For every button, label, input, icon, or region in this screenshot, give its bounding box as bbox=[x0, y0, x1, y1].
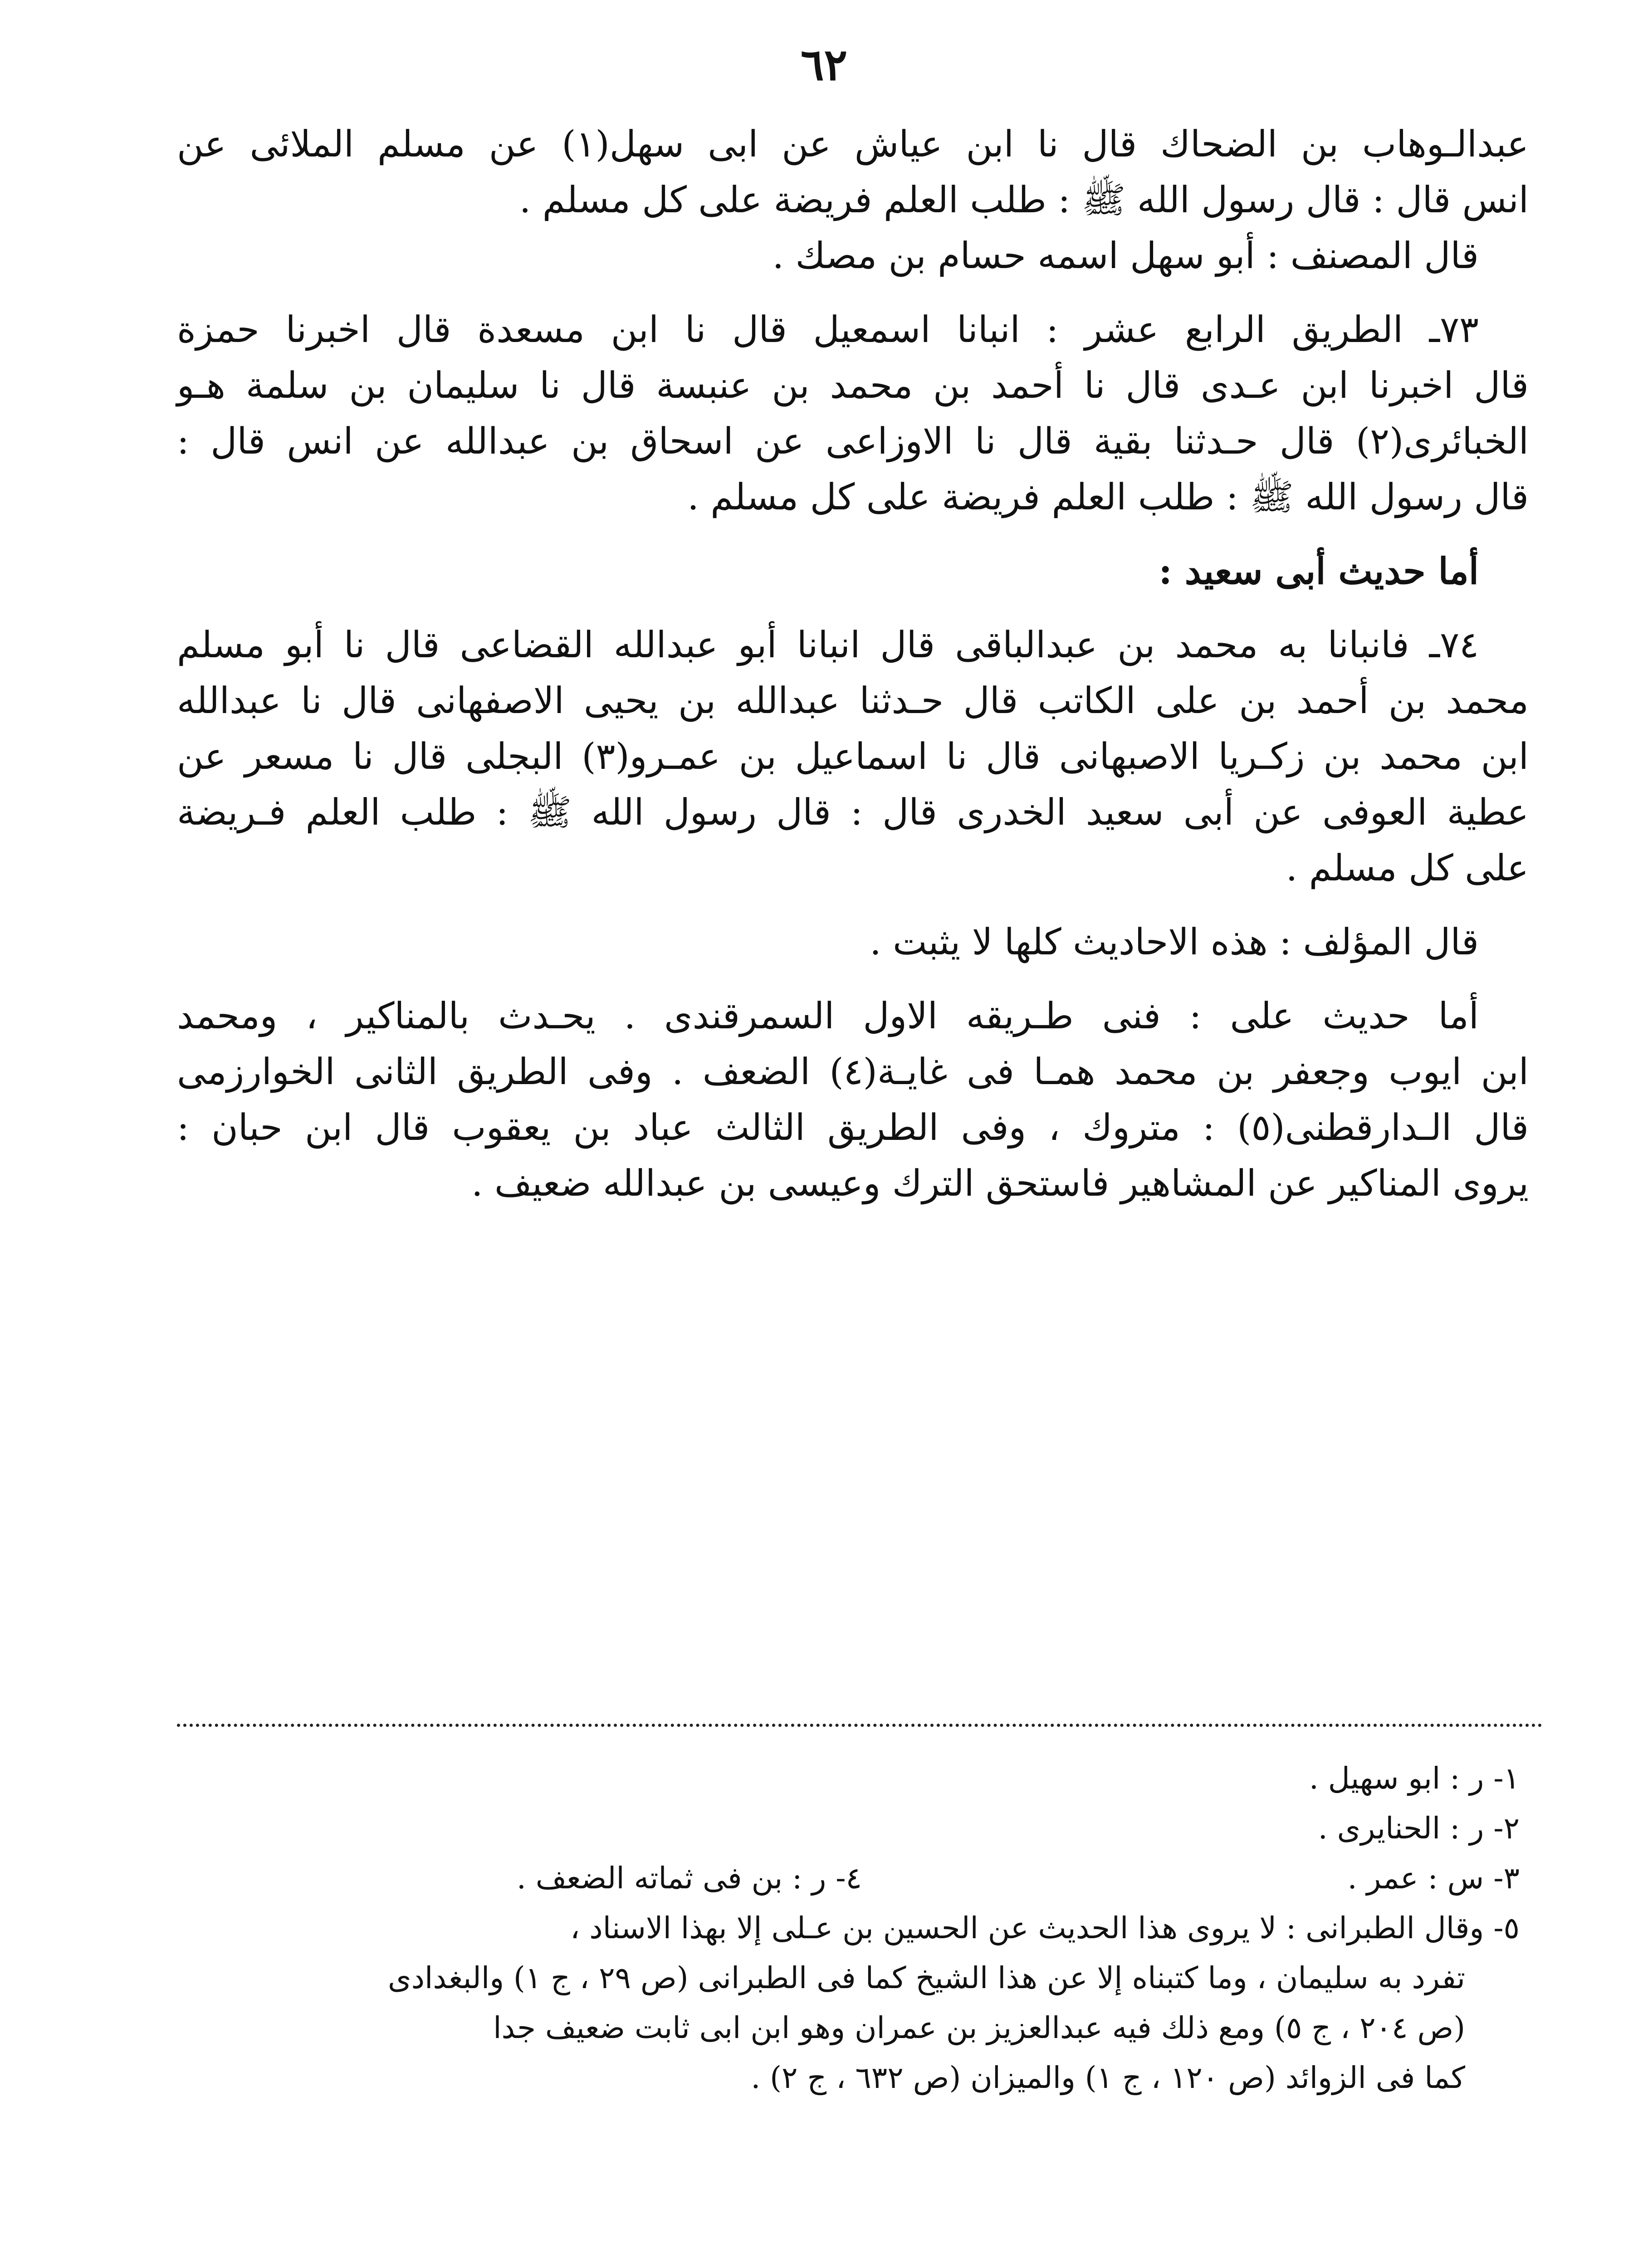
footnotes bbox=[240, 1760, 1520, 2109]
text-line: قال الـدارقطنى(٥) : متروك ، وفى الطريق الثالث عباد بن يعقوب قال ابن حبان : bbox=[177, 1106, 1529, 1149]
text-line: ٧٣ـ الطريق الرابع عشر : انبانا اسمعيل قال نا ابن مسعدة قال اخبرنا حمزة bbox=[177, 308, 1479, 351]
text-line: قال اخبرنا ابن عـدى قال نا أحمد بن محمد بن عنبسة قال نا سليمان بن سلمة هـو bbox=[177, 364, 1529, 406]
section-heading: أما حديث أبى سعيد : bbox=[1159, 550, 1479, 592]
text-line: قال رسول الله ﷺ : طلب العلم فريضة على كل مسلم . bbox=[687, 476, 1529, 518]
text-line: انس قال : قال رسول الله ﷺ : طلب العلم فريضة على كل مسلم . bbox=[519, 179, 1529, 221]
footnote-5-continued: تفرد به سليمان ، وما كتبناه إلا عن هذا الشيخ كما فى الطبرانى (ص ٢٩ ، ج ١) والبغدادى bbox=[387, 1960, 1465, 1995]
footnote-divider bbox=[177, 1724, 1542, 1727]
footnote-row bbox=[240, 1860, 1520, 1910]
main-text bbox=[177, 122, 1529, 1217]
text-line: قال المؤلف : هذه الاحاديث كلها لا يثبت . bbox=[870, 921, 1479, 963]
footnote-5-continued: (ص ٢٠٤ ، ج ٥) ومع ذلك فيه عبدالعزيز بن عمران وهو ابن ابى ثابت ضعيف جدا bbox=[493, 2010, 1465, 2045]
text-line: ابن محمد بن زكـريا الاصبهانى قال نا اسماعيل بن عمـرو(٣) البجلى قال نا مسعر عن bbox=[177, 735, 1529, 777]
text-line: على كل مسلم . bbox=[1286, 847, 1529, 889]
footnote-5: ٥- وقال الطبرانى : لا يروى هذا الحديث عن الحسين بن عـلى إلا بهذا الاسناد ، bbox=[570, 1911, 1520, 1945]
footnote-5-continued: كما فى الزوائد (ص ١٢٠ ، ج ١) والميزان (ص ٦٣٢ ، ج ٢) . bbox=[751, 2060, 1465, 2095]
text-line: ابن ايوب وجعفر بن محمد همـا فى غايـة(٤) الضعف . وفى الطريق الثانى الخوارزمى bbox=[177, 1051, 1529, 1093]
footnote-1: ١- ر : ابو سهيل . bbox=[1309, 1761, 1520, 1796]
footnote-2: ٢- ر : الحنايرى . bbox=[1318, 1811, 1520, 1846]
footnote-3: ٣- س : عمر . bbox=[1347, 1861, 1520, 1896]
page-number: ٦٢ bbox=[800, 39, 848, 90]
text-line: قال المصنف : أبو سهل اسمه حسام بن مصك . bbox=[772, 235, 1479, 277]
text-line: عطية العوفى عن أبى سعيد الخدرى قال : قال رسول الله ﷺ : طلب العلم فـريضة bbox=[177, 791, 1529, 833]
footnote-4: ٤- ر : بن فى ثماته الضعف . bbox=[516, 1861, 862, 1896]
text-line: يروى المناكير عن المشاهير فاستحق الترك وعيسى بن عبدالله ضعيف . bbox=[471, 1162, 1529, 1204]
text-line: محمد بن أحمد بن على الكاتب قال حـدثنا عبدالله بن يحيى الاصفهانى قال نا عبدالله bbox=[177, 679, 1529, 722]
text-line: أما حديث على : فنى طـريقه الاول السمرقندى . يحـدث بالمناكير ، ومحمد bbox=[177, 995, 1479, 1037]
text-line: ٧٤ـ فانبانا به محمد بن عبدالباقى قال انبانا أبو عبدالله القضاعى قال نا أبو مسلم bbox=[177, 624, 1479, 666]
text-line: عبدالـوهاب بن الضحاك قال نا ابن عياش عن ابى سهل(١) عن مسلم الملائى عن bbox=[177, 123, 1529, 165]
text-line: الخبائرى(٢) قال حـدثنا بقية قال نا الاوزاعى عن اسحاق بن عبدالله عن انس قال : bbox=[177, 420, 1529, 462]
